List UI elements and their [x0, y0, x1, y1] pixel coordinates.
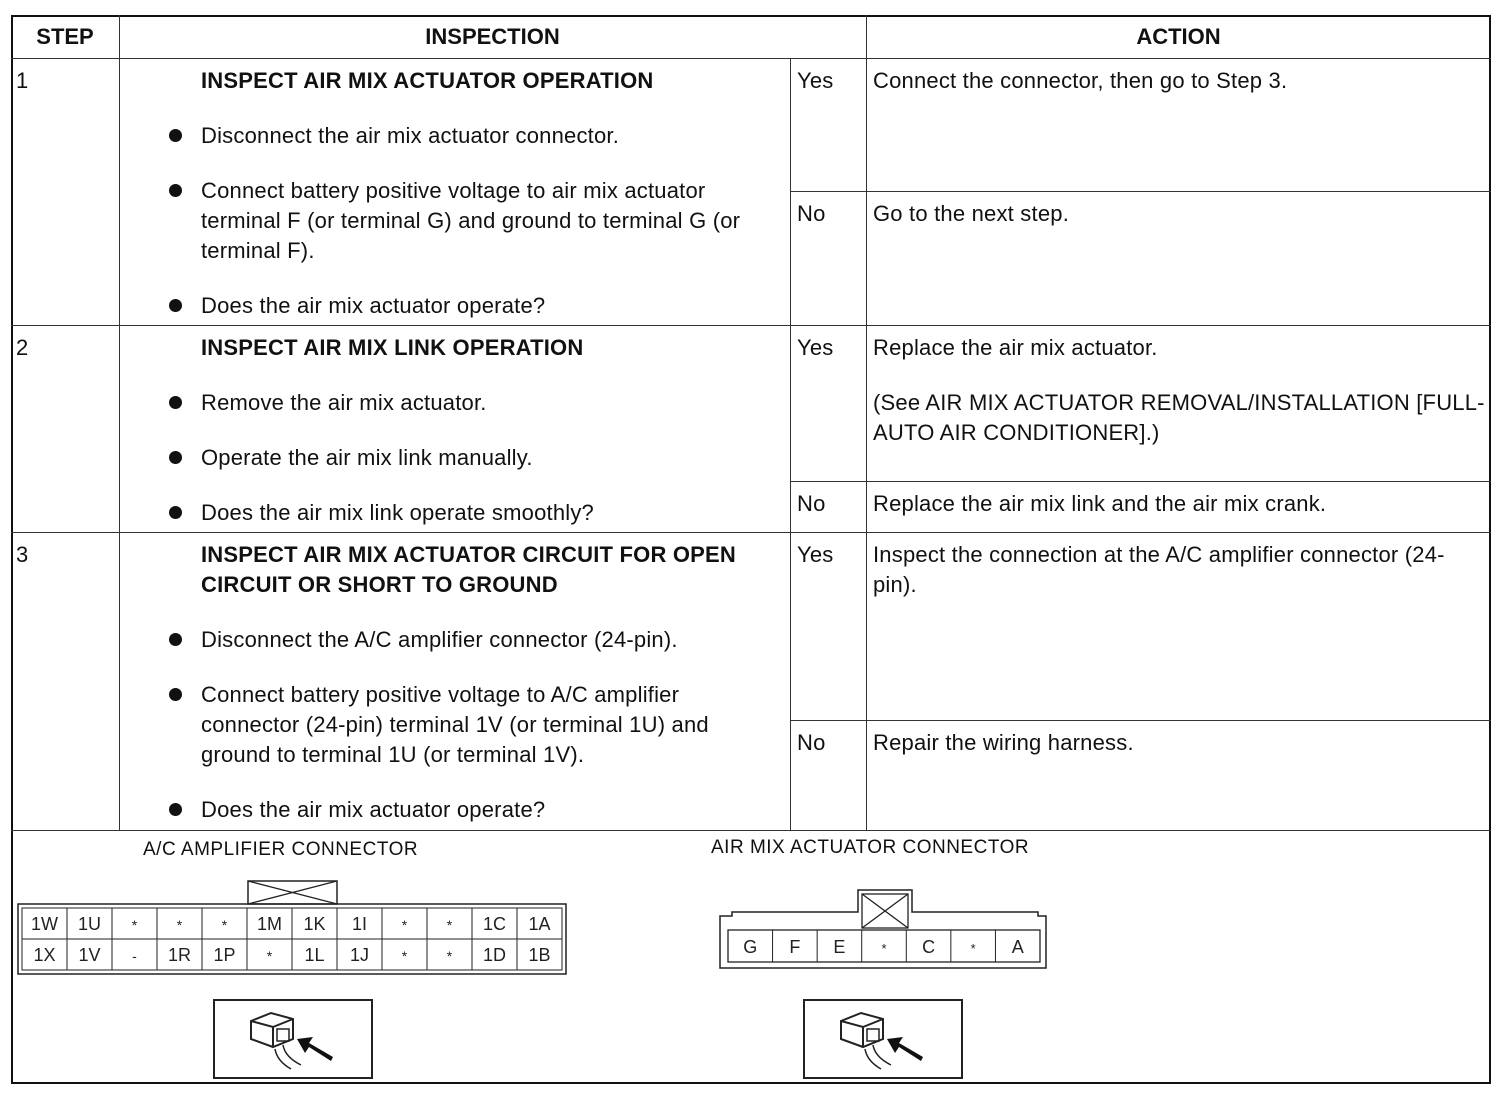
- actuator-connector-label: AIR MIX ACTUATOR CONNECTOR: [711, 837, 1030, 858]
- pin-label: G: [743, 937, 758, 957]
- pin-label: *: [176, 917, 183, 933]
- pin-row: [743, 930, 1023, 962]
- inspection-bullet: Operate the air mix link manually.: [201, 445, 533, 470]
- inspection-bullet: Connect battery positive voltage to air mix actuator terminal F (or terminal G) and ground to terminal G (or terminal F).: [201, 178, 741, 263]
- amplifier-connector-label: A/C AMPLIFIER CONNECTOR: [143, 839, 419, 860]
- yes-action: Replace the air mix actuator.: [873, 335, 1158, 360]
- pin-label: 1B: [528, 945, 551, 965]
- pin-label: 1U: [77, 914, 102, 934]
- connector-body: [720, 890, 1046, 968]
- pin-label: A: [1011, 937, 1024, 957]
- bullet-icon: [169, 633, 182, 646]
- step-col-rule: [119, 15, 120, 830]
- action-col-rule: [866, 15, 867, 830]
- bullet-icon: [169, 506, 182, 519]
- pin-label: 1W: [31, 914, 58, 934]
- step1-rule: [11, 325, 1491, 326]
- step-number: 2: [16, 335, 29, 360]
- step2-yesno-rule: [790, 481, 1491, 482]
- bullet-icon: [169, 184, 182, 197]
- step1-yesno-rule: [790, 191, 1491, 192]
- pin-label: 1P: [213, 945, 236, 965]
- pin-label: C: [922, 937, 936, 957]
- action-header: ACTION: [1136, 24, 1221, 49]
- pin-label: E: [833, 937, 846, 957]
- pin-label: *: [446, 948, 453, 964]
- no-action: Go to the next step.: [873, 201, 1070, 226]
- no-action: Repair the wiring harness.: [873, 730, 1134, 755]
- inspection-bullet: Does the air mix actuator operate?: [201, 797, 546, 822]
- step-number: 1: [16, 68, 29, 93]
- yesno-col-rule: [790, 58, 791, 830]
- pin-label: 1R: [167, 945, 192, 965]
- yes-action: Connect the connector, then go to Step 3.: [873, 68, 1288, 93]
- harness-side-connector-icon: [803, 999, 965, 1081]
- pin-label: *: [221, 917, 228, 933]
- pin-label: *: [401, 917, 408, 933]
- pin-label: 1D: [482, 945, 507, 965]
- pin-label: 1A: [528, 914, 551, 934]
- yes-label: Yes: [797, 335, 834, 360]
- harness-side-connector-icon: [213, 999, 375, 1081]
- inspection-bullet: Does the air mix link operate smoothly?: [201, 500, 594, 525]
- pin-label: 1J: [349, 945, 370, 965]
- bullet-icon: [169, 299, 182, 312]
- step-title: INSPECT AIR MIX ACTUATOR CIRCUIT FOR OPEN CIRCUIT OR SHORT TO GROUND: [201, 542, 736, 597]
- step-title: INSPECT AIR MIX ACTUATOR OPERATION: [201, 68, 654, 93]
- inspection-bullet: Does the air mix actuator operate?: [201, 293, 546, 318]
- header-rule: [11, 58, 1491, 59]
- inspection-bullet: Remove the air mix actuator.: [201, 390, 487, 415]
- step-header: STEP: [36, 24, 94, 49]
- inspection-header: INSPECTION: [425, 24, 560, 49]
- pin-label: 1V: [78, 945, 101, 965]
- pin-label: F: [789, 937, 801, 957]
- bullet-icon: [169, 396, 182, 409]
- yes-label: Yes: [797, 542, 834, 567]
- pin-label: *: [881, 941, 887, 956]
- inspection-bullet: Connect battery positive voltage to A/C amplifier connector (24-pin) terminal 1V (or terminal 1U) and ground to terminal 1U (or terminal 1V).: [201, 682, 709, 767]
- step3-rule: [11, 830, 1491, 831]
- pin-label: *: [401, 948, 408, 964]
- actuator-connector-diagram: [716, 888, 1056, 978]
- step-title: INSPECT AIR MIX LINK OPERATION: [201, 335, 584, 360]
- bullet-icon: [169, 129, 182, 142]
- inspection-bullet: Disconnect the air mix actuator connector.: [201, 123, 620, 148]
- bullet-icon: [169, 451, 182, 464]
- step3-yesno-rule: [790, 720, 1491, 721]
- inspection-bullet: Disconnect the A/C amplifier connector (24-pin).: [201, 627, 678, 652]
- amplifier-connector-diagram: [14, 878, 574, 988]
- step-number: 3: [16, 542, 29, 567]
- yes-note: (See AIR MIX ACTUATOR REMOVAL/INSTALLATION [FULL-AUTO AIR CONDITIONER].): [873, 390, 1485, 445]
- pin-label: 1I: [351, 914, 368, 934]
- yes-action: Inspect the connection at the A/C amplifier connector (24-pin).: [873, 542, 1445, 597]
- pin-label: *: [131, 917, 138, 933]
- pin-label: 1L: [304, 945, 325, 965]
- no-label: No: [797, 491, 826, 516]
- no-label: No: [797, 201, 826, 226]
- pin-label: *: [266, 948, 273, 964]
- pin-label: 1X: [33, 945, 56, 965]
- pin-label: -: [132, 948, 137, 964]
- no-action: Replace the air mix link and the air mix crank.: [873, 491, 1327, 516]
- bullet-icon: [169, 688, 182, 701]
- bullet-icon: [169, 803, 182, 816]
- pin-label: 1K: [303, 914, 326, 934]
- step2-rule: [11, 532, 1491, 533]
- no-label: No: [797, 730, 826, 755]
- pin-label: *: [970, 941, 976, 956]
- yes-label: Yes: [797, 68, 834, 93]
- pin-label: 1C: [482, 914, 507, 934]
- pin-label: 1M: [256, 914, 283, 934]
- pin-label: *: [446, 917, 453, 933]
